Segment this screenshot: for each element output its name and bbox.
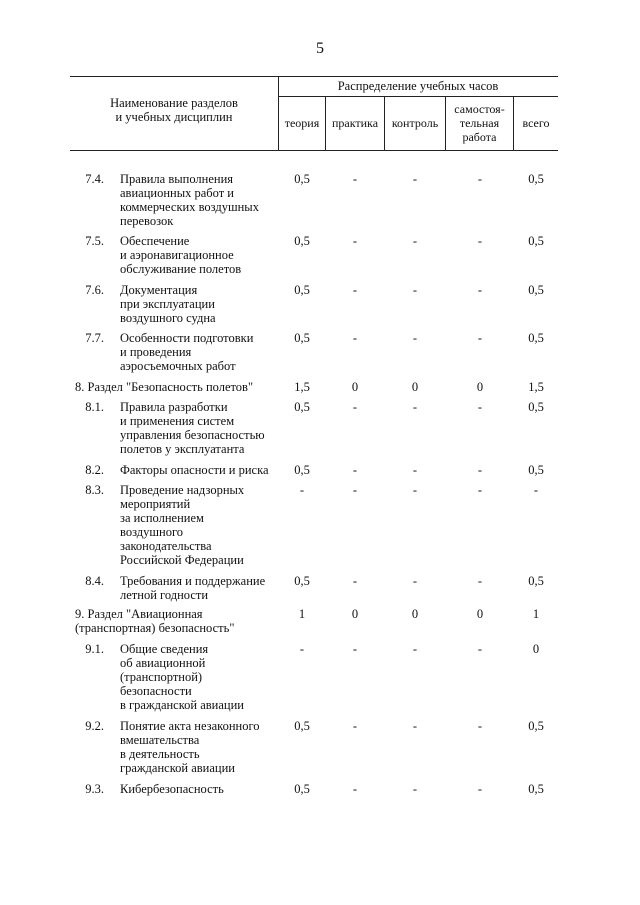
row-number: 8.4. [85, 574, 104, 588]
row-value: - [412, 172, 418, 186]
row-value: 1,5 [528, 380, 544, 394]
row-value: 0,5 [528, 234, 544, 248]
row-value: 0,5 [294, 782, 310, 796]
row-name: Требования и поддержание летной годности [120, 574, 266, 602]
row-value: - [352, 574, 358, 588]
row-value: 0,5 [294, 331, 310, 345]
row-value: 0 [476, 380, 484, 394]
row-value: 0 [351, 607, 359, 621]
header-col-total: всего [522, 116, 550, 130]
row-value: - [477, 172, 483, 186]
row-value: - [352, 331, 358, 345]
row-value: - [412, 483, 418, 497]
row-value: - [299, 483, 305, 497]
row-value: - [477, 463, 483, 477]
header-col-control: контроль [391, 116, 439, 130]
row-value: - [352, 483, 358, 497]
row-name: Факторы опасности и риска [120, 463, 269, 477]
row-value: - [352, 283, 358, 297]
row-value: 0,5 [528, 782, 544, 796]
row-name: Правила разработки и применения систем управления безопасностью полетов у эксплуатанта [120, 400, 265, 456]
row-value: - [412, 642, 418, 656]
row-value: 0,5 [528, 463, 544, 477]
row-value: - [352, 400, 358, 414]
row-value: - [477, 719, 483, 733]
row-value: 0,5 [294, 234, 310, 248]
row-value: - [352, 782, 358, 796]
row-name: Особенности подготовки и проведения аэросъемочных работ [120, 331, 254, 373]
row-number: 8.2. [85, 463, 104, 477]
header-distribution: Распределение учебных часов [337, 79, 499, 93]
row-value: - [299, 642, 305, 656]
row-value: - [412, 234, 418, 248]
row-number: 9.1. [85, 642, 104, 656]
row-value: - [352, 719, 358, 733]
row-number: 9.3. [85, 782, 104, 796]
row-number: 7.7. [85, 331, 104, 345]
header-col-theory: теория [284, 116, 320, 130]
row-value: 0,5 [294, 172, 310, 186]
table-header [70, 76, 558, 151]
row-value: - [477, 642, 483, 656]
row-number: 7.6. [85, 283, 104, 297]
section-title: 9. Раздел "Авиационная (транспортная) безопасность" [75, 607, 235, 635]
row-value: 0,5 [294, 463, 310, 477]
row-value: - [412, 719, 418, 733]
row-value: - [477, 483, 483, 497]
section-title: 8. Раздел "Безопасность полетов" [75, 380, 254, 394]
row-value: - [477, 400, 483, 414]
row-value: 0,5 [294, 719, 310, 733]
header-col-selfwork: самостоя- тельная работа [454, 102, 505, 144]
row-value: - [533, 483, 539, 497]
row-value: - [352, 642, 358, 656]
row-value: - [477, 283, 483, 297]
row-value: - [352, 463, 358, 477]
row-name: Проведение надзорных мероприятий за исполнением воздушного законодательства Российской Федерации [120, 483, 245, 567]
row-name: Общие сведения об авиационной (транспортной) безопасности в гражданской авиации [120, 642, 244, 712]
row-name: Документация при эксплуатации воздушного судна [120, 283, 216, 325]
row-value: - [477, 331, 483, 345]
row-value: - [352, 172, 358, 186]
row-value: - [477, 574, 483, 588]
row-value: 0 [411, 380, 419, 394]
row-value: - [352, 234, 358, 248]
header-bottom-rule [70, 150, 558, 151]
row-value: 0,5 [528, 331, 544, 345]
row-value: 0,5 [528, 172, 544, 186]
row-value: - [412, 463, 418, 477]
row-value: 0,5 [528, 283, 544, 297]
row-value: 0,5 [528, 400, 544, 414]
row-number: 8.3. [85, 483, 104, 497]
row-value: - [477, 234, 483, 248]
row-value: - [412, 782, 418, 796]
row-value: - [412, 331, 418, 345]
row-number: 8.1. [85, 400, 104, 414]
row-value: 0 [476, 607, 484, 621]
row-name: Обеспечение и аэронавигационное обслуживание полетов [120, 234, 242, 276]
row-number: 7.4. [85, 172, 104, 186]
row-name: Понятие акта незаконного вмешательства в деятельность гражданской авиации [120, 719, 260, 775]
row-value: 0,5 [528, 719, 544, 733]
row-value: 0,5 [294, 400, 310, 414]
row-value: 1 [298, 607, 306, 621]
row-value: - [412, 400, 418, 414]
row-value: - [412, 574, 418, 588]
row-value: 1,5 [294, 380, 310, 394]
row-value: 0,5 [528, 574, 544, 588]
row-value: 0 [411, 607, 419, 621]
header-col-practice: практика [331, 116, 379, 130]
page-number: 5 [316, 40, 324, 57]
row-number: 9.2. [85, 719, 104, 733]
header-name-column: Наименование разделов и учебных дисциплин [110, 96, 238, 124]
row-value: 0 [532, 642, 540, 656]
row-value: 1 [532, 607, 540, 621]
header-top-rule [70, 76, 558, 77]
row-value: 0,5 [294, 574, 310, 588]
row-value: - [477, 782, 483, 796]
row-name: Правила выполнения авиационных работ и коммерческих воздушных перевозок [120, 172, 259, 228]
row-value: 0 [351, 380, 359, 394]
row-name: Кибербезопасность [120, 782, 224, 796]
row-number: 7.5. [85, 234, 104, 248]
row-value: 0,5 [294, 283, 310, 297]
row-value: - [412, 283, 418, 297]
